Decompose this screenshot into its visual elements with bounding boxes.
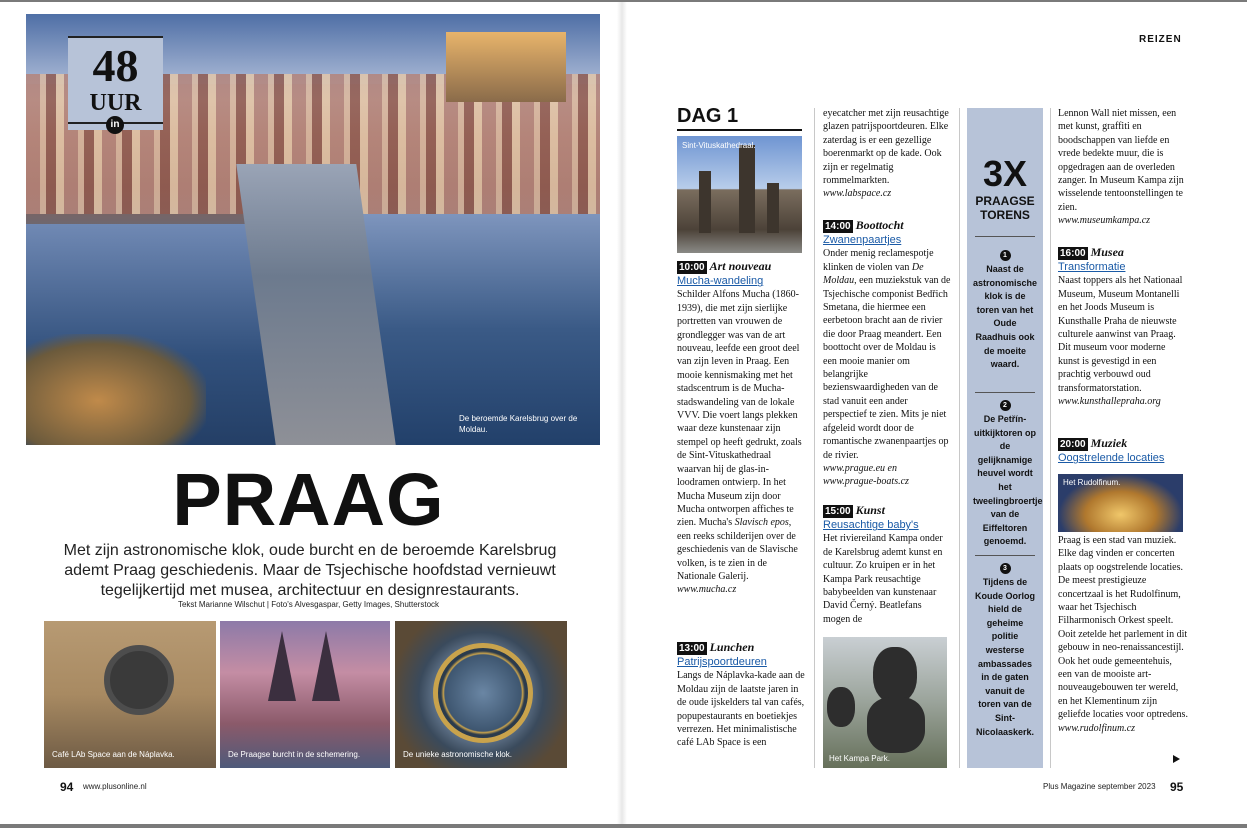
- porthole-door-shape: [104, 645, 174, 715]
- column-4-continuation: [1058, 107, 1188, 228]
- sidebar-divider: [975, 236, 1035, 237]
- block-body: Praag is een stad van muziek. Elke dag vinden er concerten plaats op oogstrelende locaties. De meest prestigieuze concertzaal is het Rudolfinum, waar het Tsjechisch Filharmonisch Orkest speelt. Ooit zetelde het parlement in dit gebouw in neo-renaissancestijl. Ook het oude gemeentehuis, een van de mooiste art-nouveaugebouwen ter wereld, en het Klementinum zijn geliefde locaties voor optredens.: [1058, 535, 1188, 721]
- itinerary-block-2000: [1058, 437, 1188, 465]
- time-badge: 16:00: [1060, 248, 1086, 259]
- thumb-caption: Café LAb Space aan de Náplavka.: [52, 750, 175, 759]
- day-heading: DAG 1: [677, 105, 739, 127]
- tower-shape: [767, 183, 779, 233]
- bottom-rule: [0, 824, 1247, 828]
- itinerary-block-1000: [677, 260, 805, 597]
- block-heading: Reusachtige baby's: [823, 519, 919, 532]
- spire-shape: [312, 631, 340, 701]
- block-body: Onder menig reclamespotje klinken de violen van: [823, 248, 934, 273]
- sidebar-big-heading: 3X: [982, 153, 1028, 194]
- magazine-issue: Plus Magazine september 2023: [1043, 782, 1156, 791]
- credits-line: Tekst Marianne Wilschut | Foto's Alvesgaspar, Getty Images, Shutterstock: [177, 600, 440, 609]
- sidebar-item: [973, 250, 1037, 372]
- section-label: REIZEN: [1139, 34, 1182, 45]
- numbered-dot-icon: 3: [1000, 563, 1011, 574]
- spire-shape: [268, 631, 296, 701]
- thumb-praagse-burcht: [220, 621, 390, 768]
- block-body: , een reeks schilderijen over de geschiedenis van de Slavische volken, is te zien in de Nationale Galerij.: [677, 517, 798, 582]
- thumb-astronomische-klok: [395, 621, 567, 768]
- thumb-cafe-lab-space: [44, 621, 216, 768]
- photo-rudolfinum: [1058, 474, 1183, 532]
- block-body: eyecatcher met zijn reusachtige glazen patrijspoortdeuren. Elke zaterdag is er een gezellige boerenmarkt op de kade. Ook zijn er regelmatig rommelmarkten.: [823, 108, 949, 187]
- block-heading: Transformatie: [1058, 261, 1126, 274]
- block-kicker: Musea: [1090, 245, 1124, 259]
- page-number-right: 95: [1170, 780, 1184, 794]
- sidebar-item: [973, 400, 1043, 549]
- block-heading: Zwanenpaartjes: [823, 234, 902, 247]
- thumb-caption: De Praagse burcht in de schemering.: [228, 750, 361, 759]
- 48-hours-badge: [68, 36, 163, 130]
- block-italic: Slavisch epos: [734, 517, 789, 529]
- hero-trees: [26, 334, 206, 445]
- time-badge: 14:00: [825, 221, 851, 232]
- block-kicker: Boottocht: [855, 218, 904, 232]
- image-caption: Het Kampa Park.: [829, 754, 890, 763]
- clock-dial-shape: [433, 643, 533, 743]
- baby-statue-small: [827, 687, 855, 727]
- hero-caption: De beroemde Karelsbrug over de Moldau.: [459, 414, 578, 434]
- baby-statue-body: [867, 697, 925, 753]
- sidebar-item: [973, 563, 1037, 739]
- badge-unit: UUR: [89, 90, 142, 116]
- time-badge: 20:00: [1060, 439, 1086, 450]
- block-url: www.kunsthallepraha.org: [1058, 396, 1161, 408]
- itinerary-block-1600: [1058, 246, 1188, 408]
- hero-river-right: [356, 214, 600, 445]
- photo-sint-vituskathedraal: [677, 136, 802, 253]
- image-caption: Sint-Vituskathedraal.: [682, 141, 756, 150]
- sidebar-subheading: PRAAGSE TORENS: [975, 194, 1035, 222]
- block-body: Naast toppers als het Nationaal Museum, Museum Montanelli en het Joods Museum is Kunsthalle Praha de nieuwste culturele aanwinst van Praag. Dit museum voor moderne kunst is gevestigd in een prachtig verbouwd oud transformatorstation.: [1058, 275, 1183, 394]
- sidebar-item-text: Tijdens de Koude Oorlog hield de geheime politie westerse ambassades in de gaten vanuit de toren van de Sint-Nicolaaskerk.: [975, 577, 1035, 737]
- block-url: www.labspace.cz: [823, 188, 892, 200]
- itinerary-block-2000-body: [1058, 534, 1188, 735]
- spine-gutter: [617, 2, 627, 824]
- column-2-continuation: [823, 107, 951, 201]
- block-kicker: Art nouveau: [709, 259, 772, 273]
- badge-top-rule: [68, 36, 163, 38]
- block-body: , een muziekstuk van de Tsjechische componist Bedřich Smetana, die hiermee een eerbetoon bracht aan de rivier die door Praag meandert. Een boottocht over de Moldau is een mooie manier om belangrijke bezienswaardigheden van de stad vanuit een ander perspectief te zien. Mits je niet afgeleid wordt door de romantische zwanenpaartjes op de rivier.: [823, 275, 951, 461]
- badge-number: 48: [92, 40, 139, 91]
- thumb-caption: De unieke astronomische klok.: [403, 750, 512, 759]
- sidebar-divider: [975, 555, 1035, 556]
- baby-statue-head: [873, 647, 917, 703]
- block-body: Lennon Wall niet missen, een met kunst, graffiti en boodschappen van liefde en vrede bedekte muur, die is opgedragen aan de overleden zanger. In Museum Kampa zijn wisselende tentoonstellingen te zien.: [1058, 108, 1184, 213]
- itinerary-block-1400: [823, 219, 951, 489]
- block-body: Langs de Náplavka-kade aan de Moldau zijn de laatste jaren in de oude ijskelders tal van cafés, popupestaurants en boetiekjes verrezen. Het minimalistische café LAb Space is een: [677, 670, 805, 749]
- sidebar-towers-box: [967, 108, 1043, 768]
- block-url: www.rudolfinum.cz: [1058, 722, 1136, 734]
- numbered-dot-icon: 1: [1000, 250, 1011, 261]
- sidebar-divider: [975, 392, 1035, 393]
- sidebar-item-text: Naast de astronomische klok is de toren van het Oude Raadhuis ook de moeite waard.: [973, 264, 1038, 370]
- block-heading: Mucha-wandeling: [677, 275, 764, 288]
- numbered-dot-icon: 2: [1000, 400, 1011, 411]
- tower-shape: [739, 145, 755, 233]
- block-kicker: Kunst: [855, 503, 885, 517]
- block-url: www.prague.eu en www.prague-boats.cz: [823, 462, 909, 488]
- photo-kampa-park: [823, 637, 947, 768]
- time-badge: 13:00: [679, 643, 705, 654]
- image-caption: Het Rudolfinum.: [1063, 478, 1121, 487]
- block-italic: De Moldau: [823, 261, 924, 287]
- itinerary-block-1300: [677, 641, 805, 750]
- block-url: www.mucha.cz: [677, 584, 737, 596]
- block-body: Schilder Alfons Mucha (1860-1939), die met zijn sierlijke portretten van vrouwen de grondlegger was van de art nouveau, leefde een groot deel van zijn leven in Praag. Een mooie kennismaking met het stadscentrum is de Mucha-stadswandeling van de lokale VVV. Die voert langs plekken waar deze kunstenaar zijn stempel op heeft gedrukt, zoals de Sint-Vituskathedraal waarvan hij de glas-in-loodramen ontwierp. In het Mucha Museum zijn door Mucha ontworpen affiches te zien. Mucha's: [677, 289, 802, 529]
- lead-paragraph: Met zijn astronomische klok, oude burcht en de beroemde Karelsbrug ademt Praag geschiedenis. Maar de Tsjechische hoofdstad vernieuwt tegelijkertijd met musea, architectuur en designrestaurants.: [63, 542, 557, 599]
- time-badge: 10:00: [679, 262, 705, 273]
- page-title: PRAAG: [172, 458, 445, 541]
- badge-in-circle: in: [106, 116, 124, 134]
- block-heading: Patrijspoortdeuren: [677, 656, 767, 669]
- hero-castle: [446, 32, 566, 102]
- column-rule: [814, 108, 815, 768]
- block-kicker: Lunchen: [709, 640, 755, 654]
- column-rule: [1050, 108, 1051, 768]
- sidebar-item-text: De Petřín-uitkijktoren op de gelijknamige heuvel wordt het tweelingbroertje van de Eiffeltoren genoemd.: [973, 414, 1043, 547]
- block-kicker: Muziek: [1090, 436, 1128, 450]
- column-rule: [959, 108, 960, 768]
- page-number-left: 94: [60, 780, 74, 794]
- block-heading: Oogstrelende locaties: [1058, 452, 1165, 465]
- tower-shape: [699, 171, 711, 233]
- block-url: www.museumkampa.cz: [1058, 215, 1151, 227]
- continue-arrow-icon: [1173, 755, 1180, 763]
- time-badge: 15:00: [825, 506, 851, 517]
- day-heading-rule: [677, 129, 802, 131]
- itinerary-block-1500: [823, 504, 951, 626]
- block-body: Het riviereiland Kampa onder de Karelsbrug ademt kunst en cultuur. Zo kruipen er in het Kampa Park reusachtige babybeelden van kunstenaar David Černý. Beatlefans mogen de: [823, 533, 943, 625]
- footer-url: www.plusonline.nl: [83, 782, 147, 791]
